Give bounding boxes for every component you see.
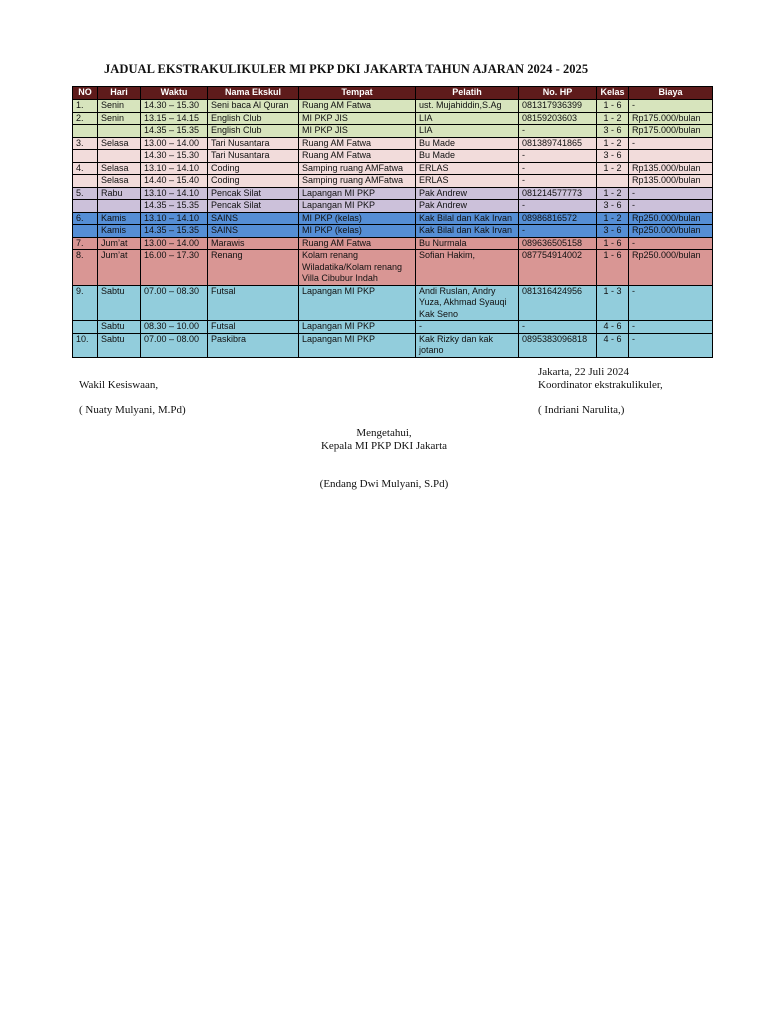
- cell-no: 1.: [73, 100, 98, 113]
- headmaster-role: Kepala MI PKP DKI Jakarta: [320, 440, 448, 452]
- cell-ekskul: Paskibra: [208, 333, 299, 357]
- cell-hari: Selasa: [98, 137, 141, 150]
- cell-tempat: Lapangan MI PKP: [299, 333, 416, 357]
- cell-hari: Selasa: [98, 162, 141, 175]
- header-hari: Hari: [98, 87, 141, 100]
- cell-no: 10.: [73, 333, 98, 357]
- cell-kelas: 4 - 6: [597, 321, 629, 334]
- cell-kelas: 3 - 6: [597, 150, 629, 163]
- cell-biaya: Rp135.000/bulan: [629, 175, 713, 188]
- table-row: [73, 237, 713, 250]
- cell-no: 7.: [73, 237, 98, 250]
- cell-no: [73, 225, 98, 238]
- cell-waktu: 13.00 – 14.00: [141, 137, 208, 150]
- header-no: NO: [73, 87, 98, 100]
- cell-tempat: Kolam renang Wiladatika/Kolam renang Villa Cibubur Indah: [299, 250, 416, 286]
- cell-biaya: -: [629, 187, 713, 200]
- cell-hari: [98, 200, 141, 213]
- cell-ekskul: Pencak Silat: [208, 200, 299, 213]
- cell-no: 6.: [73, 212, 98, 225]
- cell-kelas: 3 - 6: [597, 225, 629, 238]
- cell-no: [73, 200, 98, 213]
- cell-hp: -: [519, 175, 597, 188]
- cell-tempat: MI PKP JIS: [299, 112, 416, 125]
- cell-ekskul: English Club: [208, 112, 299, 125]
- table-row: [73, 125, 713, 138]
- cell-ekskul: Coding: [208, 162, 299, 175]
- cell-pelatih: Andi Ruslan, Andry Yuza, Akhmad Syauqi Kak Seno: [416, 285, 519, 321]
- table-row: [73, 333, 713, 357]
- cell-biaya: [629, 150, 713, 163]
- cell-hp: -: [519, 162, 597, 175]
- cell-ekskul: English Club: [208, 125, 299, 138]
- table-row: [73, 285, 713, 321]
- cell-no: [73, 150, 98, 163]
- cell-waktu: 13.10 – 14.10: [141, 187, 208, 200]
- cell-kelas: 1 - 2: [597, 212, 629, 225]
- header-no-hp: No. HP: [519, 87, 597, 100]
- table-row: [73, 225, 713, 238]
- table-row: [73, 187, 713, 200]
- cell-waktu: 07.00 – 08.00: [141, 333, 208, 357]
- cell-hp: 081389741865: [519, 137, 597, 150]
- cell-no: 8.: [73, 250, 98, 286]
- cell-hp: 0895383096818: [519, 333, 597, 357]
- right-signatory-role: Koordinator ekstrakulikuler,: [538, 379, 663, 391]
- cell-ekskul: SAINS: [208, 225, 299, 238]
- cell-hari: [98, 125, 141, 138]
- left-signatory-role: Wakil Kesiswaan,: [79, 379, 159, 391]
- header-biaya: Biaya: [629, 87, 713, 100]
- header-nama-ekskul: Nama Ekskul: [208, 87, 299, 100]
- cell-waktu: 14.35 – 15.35: [141, 200, 208, 213]
- cell-hari: Selasa: [98, 175, 141, 188]
- acknowledge-label: Mengetahui,: [356, 427, 412, 439]
- cell-no: 3.: [73, 137, 98, 150]
- cell-kelas: 3 - 6: [597, 125, 629, 138]
- cell-pelatih: Pak Andrew: [416, 187, 519, 200]
- cell-hp: 089636505158: [519, 237, 597, 250]
- cell-kelas: 1 - 6: [597, 250, 629, 286]
- cell-pelatih: Kak Bilal dan Kak Irvan: [416, 225, 519, 238]
- cell-ekskul: Futsal: [208, 321, 299, 334]
- cell-waktu: 13.10 – 14.10: [141, 212, 208, 225]
- cell-hp: 087754914002: [519, 250, 597, 286]
- cell-ekskul: Pencak Silat: [208, 187, 299, 200]
- cell-tempat: Lapangan MI PKP: [299, 321, 416, 334]
- cell-hari: Jum’at: [98, 237, 141, 250]
- left-signatory-name: ( Nuaty Mulyani, M.Pd): [79, 404, 186, 416]
- cell-pelatih: Bu Nurmala: [416, 237, 519, 250]
- table-row: [73, 137, 713, 150]
- cell-tempat: MI PKP JIS: [299, 125, 416, 138]
- cell-hari: Senin: [98, 112, 141, 125]
- cell-no: 9.: [73, 285, 98, 321]
- cell-hari: Rabu: [98, 187, 141, 200]
- header-pelatih: Pelatih: [416, 87, 519, 100]
- cell-tempat: Lapangan MI PKP: [299, 187, 416, 200]
- cell-no: [73, 125, 98, 138]
- cell-waktu: 08.30 – 10.00: [141, 321, 208, 334]
- cell-ekskul: Tari Nusantara: [208, 150, 299, 163]
- cell-hari: Sabtu: [98, 333, 141, 357]
- table-body: [73, 100, 713, 358]
- cell-hari: Sabtu: [98, 285, 141, 321]
- cell-biaya: -: [629, 333, 713, 357]
- cell-hp: 081316424956: [519, 285, 597, 321]
- table-row: [73, 212, 713, 225]
- cell-waktu: 14.30 – 15.30: [141, 150, 208, 163]
- cell-hari: Sabtu: [98, 321, 141, 334]
- headmaster-name: (Endang Dwi Mulyani, S.Pd): [319, 478, 449, 490]
- cell-biaya: -: [629, 237, 713, 250]
- cell-tempat: Lapangan MI PKP: [299, 285, 416, 321]
- document-title: JADUAL EKSTRAKULIKULER MI PKP DKI JAKARTA TAHUN AJARAN 2024 - 2025: [104, 62, 589, 76]
- table-row: [73, 150, 713, 163]
- cell-pelatih: Bu Made: [416, 150, 519, 163]
- cell-tempat: Samping ruang AMFatwa: [299, 175, 416, 188]
- cell-pelatih: LIA: [416, 112, 519, 125]
- cell-hp: -: [519, 321, 597, 334]
- cell-hari: Senin: [98, 100, 141, 113]
- header-kelas: Kelas: [597, 87, 629, 100]
- cell-pelatih: ust. Mujahiddin,S.Ag: [416, 100, 519, 113]
- cell-hari: Kamis: [98, 212, 141, 225]
- header-tempat: Tempat: [299, 87, 416, 100]
- cell-hp: 081214577773: [519, 187, 597, 200]
- cell-biaya: -: [629, 285, 713, 321]
- cell-kelas: 1 - 6: [597, 100, 629, 113]
- cell-tempat: Lapangan MI PKP: [299, 200, 416, 213]
- cell-pelatih: ERLAS: [416, 175, 519, 188]
- cell-biaya: -: [629, 137, 713, 150]
- cell-waktu: 13.15 – 14.15: [141, 112, 208, 125]
- cell-tempat: MI PKP (kelas): [299, 212, 416, 225]
- cell-hp: -: [519, 225, 597, 238]
- cell-tempat: Samping ruang AMFatwa: [299, 162, 416, 175]
- cell-tempat: Ruang AM Fatwa: [299, 237, 416, 250]
- cell-biaya: Rp250.000/bulan: [629, 225, 713, 238]
- cell-kelas: 1 - 2: [597, 187, 629, 200]
- cell-waktu: 14.30 – 15.30: [141, 100, 208, 113]
- cell-no: [73, 175, 98, 188]
- cell-ekskul: Marawis: [208, 237, 299, 250]
- cell-hari: Kamis: [98, 225, 141, 238]
- cell-hp: 081317936399: [519, 100, 597, 113]
- cell-waktu: 16.00 – 17.30: [141, 250, 208, 286]
- cell-pelatih: Sofian Hakim,: [416, 250, 519, 286]
- cell-kelas: 1 - 3: [597, 285, 629, 321]
- cell-pelatih: Kak Bilal dan Kak Irvan: [416, 212, 519, 225]
- table-row: [73, 100, 713, 113]
- cell-ekskul: SAINS: [208, 212, 299, 225]
- cell-biaya: -: [629, 100, 713, 113]
- cell-tempat: Ruang AM Fatwa: [299, 100, 416, 113]
- cell-kelas: 1 - 2: [597, 112, 629, 125]
- cell-biaya: Rp250.000/bulan: [629, 250, 713, 286]
- cell-ekskul: Renang: [208, 250, 299, 286]
- cell-tempat: Ruang AM Fatwa: [299, 137, 416, 150]
- cell-hp: -: [519, 200, 597, 213]
- cell-kelas: 4 - 6: [597, 333, 629, 357]
- cell-waktu: 14.35 – 15.35: [141, 125, 208, 138]
- cell-biaya: Rp175.000/bulan: [629, 125, 713, 138]
- place-date: Jakarta, 22 Juli 2024: [538, 366, 630, 378]
- cell-pelatih: LIA: [416, 125, 519, 138]
- table-row: [73, 200, 713, 213]
- table-header-row: [73, 87, 713, 100]
- table-row: [73, 162, 713, 175]
- cell-ekskul: Futsal: [208, 285, 299, 321]
- cell-no: 2.: [73, 112, 98, 125]
- cell-hp: 08986816572: [519, 212, 597, 225]
- cell-waktu: 14.40 – 15.40: [141, 175, 208, 188]
- cell-kelas: 1 - 6: [597, 237, 629, 250]
- cell-no: [73, 321, 98, 334]
- cell-hari: Jum’at: [98, 250, 141, 286]
- cell-pelatih: ERLAS: [416, 162, 519, 175]
- schedule-table: [72, 86, 713, 358]
- cell-kelas: 1 - 2: [597, 162, 629, 175]
- cell-kelas: 3 - 6: [597, 200, 629, 213]
- header-waktu: Waktu: [141, 87, 208, 100]
- cell-tempat: MI PKP (kelas): [299, 225, 416, 238]
- cell-no: 5.: [73, 187, 98, 200]
- cell-hp: 08159203603: [519, 112, 597, 125]
- table-row: [73, 321, 713, 334]
- cell-no: 4.: [73, 162, 98, 175]
- cell-pelatih: -: [416, 321, 519, 334]
- cell-pelatih: Kak Rizky dan kak jotano: [416, 333, 519, 357]
- cell-biaya: -: [629, 200, 713, 213]
- cell-waktu: 13.00 – 14.00: [141, 237, 208, 250]
- cell-waktu: 14.35 – 15.35: [141, 225, 208, 238]
- cell-tempat: Ruang AM Fatwa: [299, 150, 416, 163]
- table-row: [73, 175, 713, 188]
- cell-biaya: Rp250.000/bulan: [629, 212, 713, 225]
- cell-kelas: 1 - 2: [597, 137, 629, 150]
- cell-waktu: 13.10 – 14.10: [141, 162, 208, 175]
- cell-biaya: -: [629, 321, 713, 334]
- cell-pelatih: Bu Made: [416, 137, 519, 150]
- cell-kelas: [597, 175, 629, 188]
- cell-biaya: Rp175.000/bulan: [629, 112, 713, 125]
- cell-waktu: 07.00 – 08.30: [141, 285, 208, 321]
- cell-ekskul: Coding: [208, 175, 299, 188]
- cell-biaya: Rp135.000/bulan: [629, 162, 713, 175]
- cell-ekskul: Seni baca Al Quran: [208, 100, 299, 113]
- right-signatory-name: ( Indriani Narulita,): [538, 404, 625, 416]
- cell-hari: [98, 150, 141, 163]
- cell-pelatih: Pak Andrew: [416, 200, 519, 213]
- table-row: [73, 112, 713, 125]
- cell-hp: -: [519, 125, 597, 138]
- table-row: [73, 250, 713, 286]
- cell-ekskul: Tari Nusantara: [208, 137, 299, 150]
- cell-hp: -: [519, 150, 597, 163]
